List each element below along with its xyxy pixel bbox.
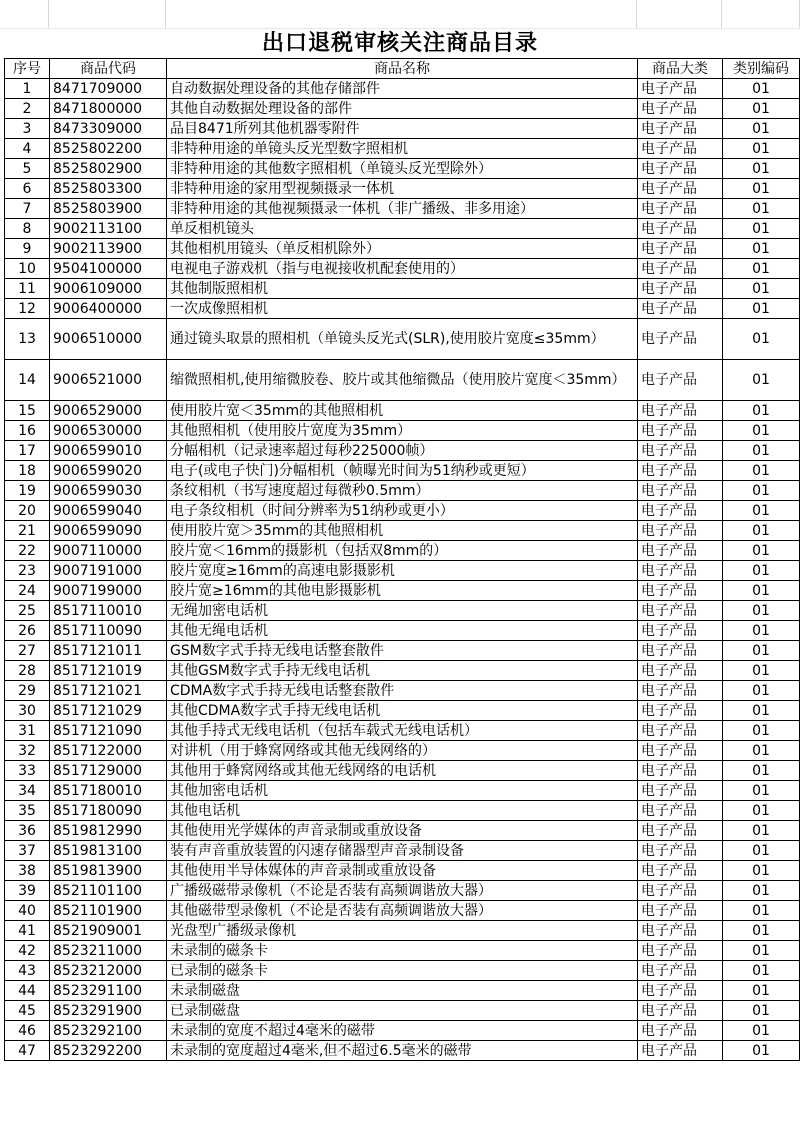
cell-code[interactable]: 8525802900 — [50, 159, 167, 179]
cell-category[interactable]: 电子产品 — [638, 421, 723, 441]
cell-name[interactable]: 一次成像照相机 — [167, 299, 638, 319]
cell-name[interactable]: 其他相机用镜头（单反相机除外） — [167, 239, 638, 259]
cell-seq[interactable]: 3 — [5, 119, 50, 139]
cell-category[interactable]: 电子产品 — [638, 721, 723, 741]
header-category-code[interactable]: 类别编码 — [723, 59, 800, 79]
table-row — [5, 421, 800, 441]
cell-name[interactable]: 通过镜头取景的照相机（单镜头反光式(SLR),使用胶片宽度≤35mm） — [167, 319, 638, 360]
cell-seq[interactable]: 22 — [5, 541, 50, 561]
cell-category[interactable]: 电子产品 — [638, 139, 723, 159]
cell-name[interactable]: 非特种用途的单镜头反光型数字照相机 — [167, 139, 638, 159]
cell-category-code[interactable]: 01 — [723, 681, 800, 701]
table-row — [5, 481, 800, 501]
cell-code[interactable]: 9006510000 — [50, 319, 167, 360]
cell-seq[interactable]: 33 — [5, 761, 50, 781]
cell-name[interactable]: 其他制版照相机 — [167, 279, 638, 299]
cell-seq[interactable]: 27 — [5, 641, 50, 661]
cell-seq[interactable]: 40 — [5, 901, 50, 921]
cell-code[interactable]: 8521101100 — [50, 881, 167, 901]
cell-category-code[interactable]: 01 — [723, 521, 800, 541]
cell-category[interactable]: 电子产品 — [638, 1021, 723, 1041]
cell-code[interactable]: 8471800000 — [50, 99, 167, 119]
table-row — [5, 841, 800, 861]
cell-category[interactable]: 电子产品 — [638, 681, 723, 701]
cell-seq[interactable]: 34 — [5, 781, 50, 801]
table-row — [5, 681, 800, 701]
table-row — [5, 179, 800, 199]
cell-code[interactable]: 8517180090 — [50, 801, 167, 821]
cell-name[interactable]: 胶片宽＜16mm的摄影机（包括双8mm的） — [167, 541, 638, 561]
cell-category-code[interactable]: 01 — [723, 761, 800, 781]
cell-seq[interactable]: 44 — [5, 981, 50, 1001]
cell-code[interactable]: 9002113100 — [50, 219, 167, 239]
cell-category[interactable]: 电子产品 — [638, 119, 723, 139]
table-row — [5, 1041, 800, 1061]
table-row — [5, 1001, 800, 1021]
cell-category-code[interactable]: 01 — [723, 179, 800, 199]
cell-category[interactable]: 电子产品 — [638, 1001, 723, 1021]
cell-code[interactable]: 9007110000 — [50, 541, 167, 561]
cell-code[interactable]: 9006530000 — [50, 421, 167, 441]
cell-seq[interactable]: 32 — [5, 741, 50, 761]
cell-code[interactable]: 8517121019 — [50, 661, 167, 681]
cell-code[interactable]: 9007199000 — [50, 581, 167, 601]
table-row — [5, 79, 800, 99]
cell-category[interactable]: 电子产品 — [638, 501, 723, 521]
cell-category-code[interactable]: 01 — [723, 461, 800, 481]
cell-seq[interactable]: 7 — [5, 199, 50, 219]
cell-name[interactable]: 自动数据处理设备的其他存储部件 — [167, 79, 638, 99]
cell-seq[interactable]: 45 — [5, 1001, 50, 1021]
table-row — [5, 99, 800, 119]
cell-category-code[interactable]: 01 — [723, 219, 800, 239]
table-row — [5, 319, 800, 360]
table-row — [5, 801, 800, 821]
cell-code[interactable]: 8523292100 — [50, 1021, 167, 1041]
cell-name[interactable]: 单反相机镜头 — [167, 219, 638, 239]
table-row — [5, 821, 800, 841]
cell-code[interactable]: 8523291900 — [50, 1001, 167, 1021]
cell-category[interactable]: 电子产品 — [638, 801, 723, 821]
cell-name[interactable]: 装有声音重放装置的闪速存储器型声音录制设备 — [167, 841, 638, 861]
cell-category-code[interactable]: 01 — [723, 119, 800, 139]
cell-name[interactable]: 电视电子游戏机（指与电视接收机配套使用的） — [167, 259, 638, 279]
cell-category-code[interactable]: 01 — [723, 421, 800, 441]
cell-category-code[interactable]: 01 — [723, 881, 800, 901]
cell-name[interactable]: 分幅相机（记录速率超过每秒225000帧） — [167, 441, 638, 461]
cell-name[interactable]: 使用胶片宽＞35mm的其他照相机 — [167, 521, 638, 541]
cell-code[interactable]: 8523212000 — [50, 961, 167, 981]
cell-category[interactable]: 电子产品 — [638, 621, 723, 641]
cell-name[interactable]: 光盘型广播级录像机 — [167, 921, 638, 941]
table-row — [5, 521, 800, 541]
cell-code[interactable]: 9006109000 — [50, 279, 167, 299]
cell-seq[interactable]: 42 — [5, 941, 50, 961]
cell-name[interactable]: 条纹相机（书写速度超过每微秒0.5mm） — [167, 481, 638, 501]
cell-code[interactable]: 8519812990 — [50, 821, 167, 841]
cell-code[interactable]: 9504100000 — [50, 259, 167, 279]
cell-category-code[interactable]: 01 — [723, 561, 800, 581]
cell-name[interactable]: 缩微照相机,使用缩微胶卷、胶片或其他缩微品（使用胶片宽度＜35mm） — [167, 360, 638, 401]
cell-category-code[interactable]: 01 — [723, 721, 800, 741]
cell-category[interactable]: 电子产品 — [638, 199, 723, 219]
cell-category[interactable]: 电子产品 — [638, 239, 723, 259]
cell-name[interactable]: 非特种用途的其他视频摄录一体机（非广播级、非多用途） — [167, 199, 638, 219]
cell-category-code[interactable]: 01 — [723, 501, 800, 521]
cell-category-code[interactable]: 01 — [723, 981, 800, 1001]
cell-seq[interactable]: 15 — [5, 401, 50, 421]
cell-category-code[interactable]: 01 — [723, 79, 800, 99]
cell-seq[interactable]: 43 — [5, 961, 50, 981]
table-row — [5, 501, 800, 521]
cell-seq[interactable]: 2 — [5, 99, 50, 119]
cell-code[interactable]: 8517121029 — [50, 701, 167, 721]
table-row — [5, 761, 800, 781]
table-row — [5, 901, 800, 921]
cell-category[interactable]: 电子产品 — [638, 901, 723, 921]
table-row — [5, 621, 800, 641]
cell-seq[interactable]: 28 — [5, 661, 50, 681]
cell-name[interactable]: 对讲机（用于蜂窝网络或其他无线网络的） — [167, 741, 638, 761]
cell-category[interactable]: 电子产品 — [638, 279, 723, 299]
cell-code[interactable]: 8473309000 — [50, 119, 167, 139]
cell-code[interactable]: 8517121090 — [50, 721, 167, 741]
cell-category-code[interactable]: 01 — [723, 941, 800, 961]
cell-name[interactable]: 其他磁带型录像机（不论是否装有高频调谐放大器） — [167, 901, 638, 921]
table-row — [5, 881, 800, 901]
table-row — [5, 701, 800, 721]
cell-category-code[interactable]: 01 — [723, 401, 800, 421]
cell-code[interactable]: 9007191000 — [50, 561, 167, 581]
cell-seq[interactable]: 13 — [5, 319, 50, 360]
table-row — [5, 239, 800, 259]
cell-category[interactable]: 电子产品 — [638, 641, 723, 661]
cell-code[interactable]: 9006400000 — [50, 299, 167, 319]
cell-category[interactable]: 电子产品 — [638, 259, 723, 279]
cell-code[interactable]: 9006599030 — [50, 481, 167, 501]
cell-category[interactable]: 电子产品 — [638, 701, 723, 721]
cell-name[interactable]: 未录制的磁条卡 — [167, 941, 638, 961]
cell-name[interactable]: 广播级磁带录像机（不论是否装有高频调谐放大器） — [167, 881, 638, 901]
cell-category[interactable]: 电子产品 — [638, 521, 723, 541]
cell-category-code[interactable]: 01 — [723, 299, 800, 319]
cell-seq[interactable]: 26 — [5, 621, 50, 641]
cell-category-code[interactable]: 01 — [723, 921, 800, 941]
table-row — [5, 781, 800, 801]
goods-table — [4, 58, 800, 1061]
cell-seq[interactable]: 24 — [5, 581, 50, 601]
cell-code[interactable]: 8519813100 — [50, 841, 167, 861]
cell-name[interactable]: 无绳加密电话机 — [167, 601, 638, 621]
cell-category[interactable]: 电子产品 — [638, 881, 723, 901]
cell-category-code[interactable]: 01 — [723, 1021, 800, 1041]
cell-category-code[interactable]: 01 — [723, 259, 800, 279]
cell-name[interactable]: 其他手持式无线电话机（包括车载式无线电话机） — [167, 721, 638, 741]
table-row — [5, 119, 800, 139]
cell-category[interactable]: 电子产品 — [638, 961, 723, 981]
cell-name[interactable]: 其他用于蜂窝网络或其他无线网络的电话机 — [167, 761, 638, 781]
cell-name[interactable]: 电子条纹相机（时间分辨率为51纳秒或更小） — [167, 501, 638, 521]
cell-seq[interactable]: 16 — [5, 421, 50, 441]
cell-category[interactable]: 电子产品 — [638, 601, 723, 621]
cell-seq[interactable]: 25 — [5, 601, 50, 621]
header-seq[interactable]: 序号 — [5, 59, 50, 79]
cell-seq[interactable]: 38 — [5, 861, 50, 881]
table-row — [5, 561, 800, 581]
table-row — [5, 441, 800, 461]
cell-category-code[interactable]: 01 — [723, 319, 800, 360]
cell-seq[interactable]: 11 — [5, 279, 50, 299]
cell-category-code[interactable]: 01 — [723, 661, 800, 681]
cell-category-code[interactable]: 01 — [723, 781, 800, 801]
cell-seq[interactable]: 1 — [5, 79, 50, 99]
table-header-row — [5, 59, 800, 79]
cell-seq[interactable]: 4 — [5, 139, 50, 159]
cell-name[interactable]: CDMA数字式手持无线电话整套散件 — [167, 681, 638, 701]
cell-seq[interactable]: 18 — [5, 461, 50, 481]
table-row — [5, 661, 800, 681]
table-row — [5, 941, 800, 961]
cell-code[interactable]: 8523292200 — [50, 1041, 167, 1061]
cell-category[interactable]: 电子产品 — [638, 299, 723, 319]
cell-code[interactable]: 8523291100 — [50, 981, 167, 1001]
table-row — [5, 961, 800, 981]
table-row — [5, 219, 800, 239]
cell-code[interactable]: 8521101900 — [50, 901, 167, 921]
cell-code[interactable]: 8517129000 — [50, 761, 167, 781]
cell-category[interactable]: 电子产品 — [638, 941, 723, 961]
cell-category-code[interactable]: 01 — [723, 441, 800, 461]
table-row — [5, 159, 800, 179]
cell-name[interactable]: 未录制磁盘 — [167, 981, 638, 1001]
cell-code[interactable]: 8519813900 — [50, 861, 167, 881]
cell-category-code[interactable]: 01 — [723, 901, 800, 921]
table-body — [5, 79, 800, 1061]
cell-name[interactable]: 其他GSM数字式手持无线电话机 — [167, 661, 638, 681]
cell-name[interactable]: 电子(或电子快门)分幅相机（帧曝光时间为51纳秒或更短） — [167, 461, 638, 481]
cell-category[interactable]: 电子产品 — [638, 159, 723, 179]
cell-name[interactable]: 其他自动数据处理设备的部件 — [167, 99, 638, 119]
cell-name[interactable]: 非特种用途的其他数字照相机（单镜头反光型除外） — [167, 159, 638, 179]
table-row — [5, 721, 800, 741]
cell-seq[interactable]: 30 — [5, 701, 50, 721]
cell-category[interactable]: 电子产品 — [638, 441, 723, 461]
table-row — [5, 279, 800, 299]
cell-category-code[interactable]: 01 — [723, 1041, 800, 1061]
header-name[interactable]: 商品名称 — [167, 59, 638, 79]
cell-name[interactable]: 其他CDMA数字式手持无线电话机 — [167, 701, 638, 721]
cell-seq[interactable]: 8 — [5, 219, 50, 239]
cell-category[interactable]: 电子产品 — [638, 741, 723, 761]
cell-seq[interactable]: 23 — [5, 561, 50, 581]
table-row — [5, 581, 800, 601]
cell-name[interactable]: 非特种用途的家用型视频摄录一体机 — [167, 179, 638, 199]
cell-seq[interactable]: 12 — [5, 299, 50, 319]
cell-code[interactable]: 8517121011 — [50, 641, 167, 661]
cell-category-code[interactable]: 01 — [723, 239, 800, 259]
cell-name[interactable]: 其他电话机 — [167, 801, 638, 821]
cell-category[interactable]: 电子产品 — [638, 841, 723, 861]
cell-code[interactable]: 8517180010 — [50, 781, 167, 801]
cell-category[interactable]: 电子产品 — [638, 541, 723, 561]
cell-category-code[interactable]: 01 — [723, 541, 800, 561]
table-row — [5, 401, 800, 421]
cell-category-code[interactable]: 01 — [723, 801, 800, 821]
cell-name[interactable]: GSM数字式手持无线电话整套散件 — [167, 641, 638, 661]
header-code[interactable]: 商品代码 — [50, 59, 167, 79]
table-row — [5, 1021, 800, 1041]
spreadsheet-top-empty-row — [0, 0, 800, 28]
cell-category-code[interactable]: 01 — [723, 601, 800, 621]
cell-seq[interactable]: 36 — [5, 821, 50, 841]
cell-code[interactable]: 8521909001 — [50, 921, 167, 941]
cell-code[interactable]: 9006599020 — [50, 461, 167, 481]
cell-name[interactable]: 其他使用半导体媒体的声音录制或重放设备 — [167, 861, 638, 881]
cell-seq[interactable]: 47 — [5, 1041, 50, 1061]
table-row — [5, 139, 800, 159]
cell-category[interactable]: 电子产品 — [638, 319, 723, 360]
table-row — [5, 741, 800, 761]
cell-name[interactable]: 已录制磁盘 — [167, 1001, 638, 1021]
cell-category[interactable]: 电子产品 — [638, 821, 723, 841]
header-category[interactable]: 商品大类 — [638, 59, 723, 79]
cell-category-code[interactable]: 01 — [723, 621, 800, 641]
cell-seq[interactable]: 21 — [5, 521, 50, 541]
cell-code[interactable]: 9006599090 — [50, 521, 167, 541]
cell-seq[interactable]: 37 — [5, 841, 50, 861]
table-row — [5, 360, 800, 401]
cell-category[interactable]: 电子产品 — [638, 79, 723, 99]
cell-code[interactable]: 8525802200 — [50, 139, 167, 159]
cell-seq[interactable]: 17 — [5, 441, 50, 461]
cell-name[interactable]: 品目8471所列其他机器零附件 — [167, 119, 638, 139]
cell-seq[interactable]: 19 — [5, 481, 50, 501]
cell-category-code[interactable]: 01 — [723, 961, 800, 981]
cell-seq[interactable]: 9 — [5, 239, 50, 259]
cell-seq[interactable]: 29 — [5, 681, 50, 701]
cell-category[interactable]: 电子产品 — [638, 921, 723, 941]
cell-name[interactable]: 其他照相机（使用胶片宽度为35mm） — [167, 421, 638, 441]
table-row — [5, 259, 800, 279]
cell-category[interactable]: 电子产品 — [638, 781, 723, 801]
cell-seq[interactable]: 39 — [5, 881, 50, 901]
cell-category[interactable]: 电子产品 — [638, 761, 723, 781]
cell-category-code[interactable]: 01 — [723, 581, 800, 601]
cell-category[interactable]: 电子产品 — [638, 99, 723, 119]
cell-category-code[interactable]: 01 — [723, 99, 800, 119]
table-row — [5, 299, 800, 319]
cell-seq[interactable]: 31 — [5, 721, 50, 741]
cell-category[interactable]: 电子产品 — [638, 401, 723, 421]
cell-code[interactable]: 8471709000 — [50, 79, 167, 99]
cell-category-code[interactable]: 01 — [723, 159, 800, 179]
cell-name[interactable]: 其他使用光学媒体的声音录制或重放设备 — [167, 821, 638, 841]
cell-category[interactable]: 电子产品 — [638, 861, 723, 881]
cell-category-code[interactable]: 01 — [723, 481, 800, 501]
cell-seq[interactable]: 10 — [5, 259, 50, 279]
cell-category[interactable]: 电子产品 — [638, 481, 723, 501]
table-row — [5, 981, 800, 1001]
cell-category[interactable]: 电子产品 — [638, 179, 723, 199]
cell-name[interactable]: 其他无绳电话机 — [167, 621, 638, 641]
table-row — [5, 861, 800, 881]
cell-category-code[interactable]: 01 — [723, 861, 800, 881]
cell-category[interactable]: 电子产品 — [638, 360, 723, 401]
table-row — [5, 461, 800, 481]
cell-code[interactable]: 8517110010 — [50, 601, 167, 621]
cell-category-code[interactable]: 01 — [723, 1001, 800, 1021]
page-title: 出口退税审核关注商品目录 — [261, 30, 538, 56]
table-row — [5, 641, 800, 661]
cell-name[interactable]: 使用胶片宽＜35mm的其他照相机 — [167, 401, 638, 421]
cell-seq[interactable]: 46 — [5, 1021, 50, 1041]
cell-category-code[interactable]: 01 — [723, 199, 800, 219]
cell-code[interactable]: 8517110090 — [50, 621, 167, 641]
cell-seq[interactable]: 41 — [5, 921, 50, 941]
cell-category[interactable]: 电子产品 — [638, 581, 723, 601]
cell-seq[interactable]: 6 — [5, 179, 50, 199]
cell-code[interactable]: 9002113900 — [50, 239, 167, 259]
cell-seq[interactable]: 35 — [5, 801, 50, 821]
cell-code[interactable]: 8523211000 — [50, 941, 167, 961]
cell-category[interactable]: 电子产品 — [638, 661, 723, 681]
table-row — [5, 601, 800, 621]
cell-category-code[interactable]: 01 — [723, 841, 800, 861]
table-row — [5, 199, 800, 219]
cell-seq[interactable]: 5 — [5, 159, 50, 179]
cell-category-code[interactable]: 01 — [723, 139, 800, 159]
cell-name[interactable]: 胶片宽≥16mm的其他电影摄影机 — [167, 581, 638, 601]
cell-code[interactable]: 9006599010 — [50, 441, 167, 461]
cell-category[interactable]: 电子产品 — [638, 981, 723, 1001]
cell-category-code[interactable]: 01 — [723, 701, 800, 721]
cell-code[interactable]: 9006521000 — [50, 360, 167, 401]
cell-category[interactable]: 电子产品 — [638, 561, 723, 581]
cell-category-code[interactable]: 01 — [723, 741, 800, 761]
cell-name[interactable]: 已录制的磁条卡 — [167, 961, 638, 981]
cell-category-code[interactable]: 01 — [723, 641, 800, 661]
cell-name[interactable]: 未录制的宽度超过4毫米,但不超过6.5毫米的磁带 — [167, 1041, 638, 1061]
cell-category-code[interactable]: 01 — [723, 821, 800, 841]
cell-code[interactable]: 8525803900 — [50, 199, 167, 219]
cell-category-code[interactable]: 01 — [723, 360, 800, 401]
table-row — [5, 921, 800, 941]
cell-code[interactable]: 9006599040 — [50, 501, 167, 521]
cell-name[interactable]: 胶片宽度≥16mm的高速电影摄影机 — [167, 561, 638, 581]
cell-category[interactable]: 电子产品 — [638, 461, 723, 481]
cell-code[interactable]: 8517122000 — [50, 741, 167, 761]
cell-name[interactable]: 未录制的宽度不超过4毫米的磁带 — [167, 1021, 638, 1041]
cell-name[interactable]: 其他加密电话机 — [167, 781, 638, 801]
cell-code[interactable]: 9006529000 — [50, 401, 167, 421]
table-row — [5, 541, 800, 561]
cell-category[interactable]: 电子产品 — [638, 1041, 723, 1061]
cell-seq[interactable]: 20 — [5, 501, 50, 521]
cell-category[interactable]: 电子产品 — [638, 219, 723, 239]
cell-code[interactable]: 8525803300 — [50, 179, 167, 199]
cell-code[interactable]: 8517121021 — [50, 681, 167, 701]
cell-category-code[interactable]: 01 — [723, 279, 800, 299]
cell-seq[interactable]: 14 — [5, 360, 50, 401]
